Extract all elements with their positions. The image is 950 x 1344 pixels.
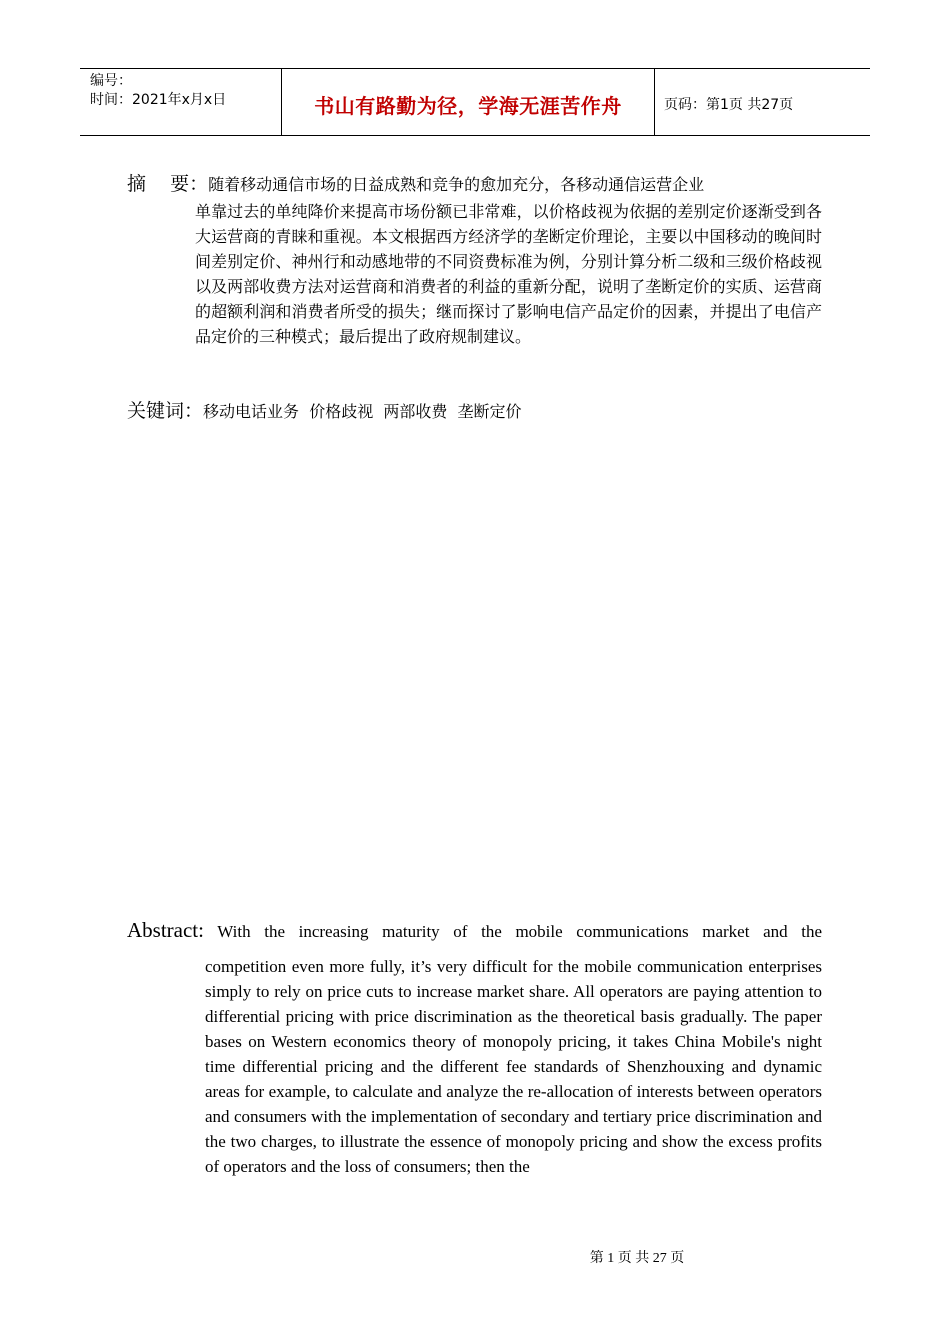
header-divider-right	[654, 68, 655, 136]
header-meta	[90, 72, 226, 110]
header-bottom-rule	[80, 135, 870, 136]
header-top-rule	[80, 68, 870, 69]
abstract-cn-first-line	[127, 170, 822, 199]
abstract-cn-first-text: 随着移动通信市场的日益成熟和竞争的愈加充分，各移动通信运营企业	[208, 175, 705, 194]
keywords-values: 移动电话业务 价格歧视 两部收费 垄断定价	[203, 402, 522, 421]
abstract-cn-label: 摘 要：	[127, 173, 209, 195]
header-motto: 书山有路勤为径，学海无涯苦作舟	[314, 94, 622, 118]
keywords	[127, 396, 522, 423]
abstract-en-label: Abstract:	[127, 918, 204, 942]
abstract-chinese	[127, 170, 822, 349]
abstract-en-body: competition even more fully, it’s very difficult for the mobile communication enterprises simply to rely on price cuts to increase market share. All operators are paying attention to differential pricing with price discrimination as the theoretical basis gradually. The paper bases on Western economics theory of monopoly pricing, it takes China Mobile's night time differential pricing and the different fee standards of Shenzhouxing and dynamic areas for example, to calculate and analyze the re-allocation of interests between operators and consumers with the implementation of secondary and tertiary price discrimination and the two charges, to illustrate the essence of monopoly pricing and show the excess profits of operators and the loss of consumers; then the	[205, 957, 822, 1176]
header-time-label: 时间：2021年x月x日	[90, 92, 227, 108]
header-page-info: 页码：第1页 共27页	[664, 97, 794, 113]
header-number-label: 编号：	[90, 73, 132, 89]
abstract-cn-body: 单靠过去的单纯降价来提高市场份额已非常难，以价格歧视为依据的差别定价逐渐受到各大运营商的青睐和重视。本文根据西方经济学的垄断定价理论，主要以中国移动的晚间时间差别定价、神州行和动感地带的不同资费标准为例，分别计算分析二级和三级价格歧视以及两部收费方法对运营商和消费者的利益的重新分配，说明了垄断定价的实质、运营商的超额利润和消费者所受的损失；继而探讨了影响电信产品定价的因素，并提出了电信产品定价的三种模式；最后提出了政府规制建议。	[195, 202, 822, 346]
abstract-en-first-text: With the increasing maturity of the mobile communications market and the	[217, 922, 822, 941]
keywords-label: 关键词：	[127, 400, 204, 422]
abstract-en-first-line	[127, 914, 822, 948]
abstract-english	[127, 914, 822, 1179]
page-footer: 第 1 页 共 27 页	[589, 1251, 685, 1266]
